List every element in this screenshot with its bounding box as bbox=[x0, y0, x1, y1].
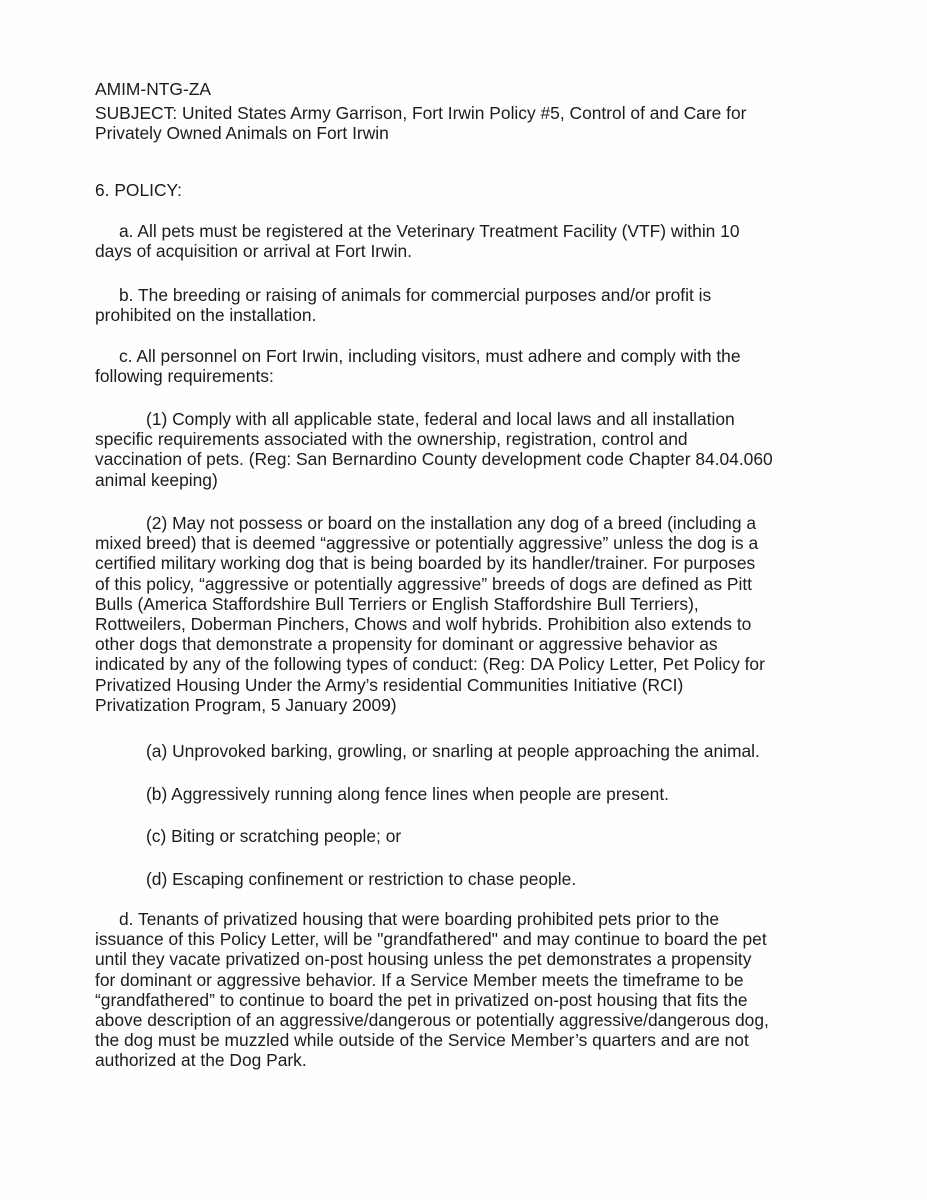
office-symbol: AMIM-NTG-ZA bbox=[95, 79, 211, 99]
paragraph-c2: (2) May not possess or board on the installation any dog of a breed (including a mixed breed) that is deemed “aggressive or potentially aggressive” unless the dog is a certified military working dog that is being boarded by its handler/trainer. For purposes of this policy, “aggressive or potentially aggressive” breeds of dogs are defined as Pitt Bulls (America Staffordshire Bull Terriers or English Staffordshire Bull Terriers), Rottweilers, Doberman Pinchers, Chows and wolf hybrids. Prohibition also extends to other dogs that demonstrate a propensity for dominant or aggressive behavior as indicated by any of the following types of conduct: (Reg: DA Policy Letter, Pet Policy for Privatized Housing Under the Army’s residential Communities Initiative (RCI) Privatization Program, 5 January 2009) bbox=[95, 513, 765, 715]
paragraph-c1: (1) Comply with all applicable state, federal and local laws and all installation specific requirements associated with the ownership, registration, control and vaccination of pets. (Reg: San Bernardino County development code Chapter 84.04.060 animal keeping) bbox=[95, 409, 773, 490]
subject-line: SUBJECT: United States Army Garrison, Fort Irwin Policy #5, Control of and Care for Privately Owned Animals on Fort Irwin bbox=[95, 103, 747, 144]
section-heading: 6. POLICY: bbox=[95, 180, 182, 200]
paragraph-b: b. The breeding or raising of animals for commercial purposes and/or profit is prohibited on the installation. bbox=[95, 285, 712, 326]
paragraph-c2-item-a: (a) Unprovoked barking, growling, or snarling at people approaching the animal. bbox=[146, 741, 760, 761]
paragraph-a: a. All pets must be registered at the Veterinary Treatment Facility (VTF) within 10 days of acquisition or arrival at Fort Irwin. bbox=[95, 221, 740, 262]
paragraph-c2-item-d: (d) Escaping confinement or restriction to chase people. bbox=[146, 869, 577, 889]
paragraph-c2-item-b: (b) Aggressively running along fence lines when people are present. bbox=[146, 784, 670, 804]
paragraph-c2-item-c: (c) Biting or scratching people; or bbox=[146, 826, 402, 846]
paragraph-d: d. Tenants of privatized housing that were boarding prohibited pets prior to the issuance of this Policy Letter, will be "grandfathered" and may continue to board the pet until they vacate privatized on-post housing unless the pet demonstrates a propensity for dominant or aggressive behavior. If a Service Member meets the timeframe to be “grandfathered” to continue to board the pet in privatized on-post housing that fits the above description of an aggressive/dangerous or potentially aggressive/dangerous dog, the dog must be muzzled while outside of the Service Member’s quarters and are not authorized at the Dog Park. bbox=[95, 909, 769, 1071]
paragraph-c: c. All personnel on Fort Irwin, including visitors, must adhere and comply with the following requirements: bbox=[95, 346, 741, 387]
